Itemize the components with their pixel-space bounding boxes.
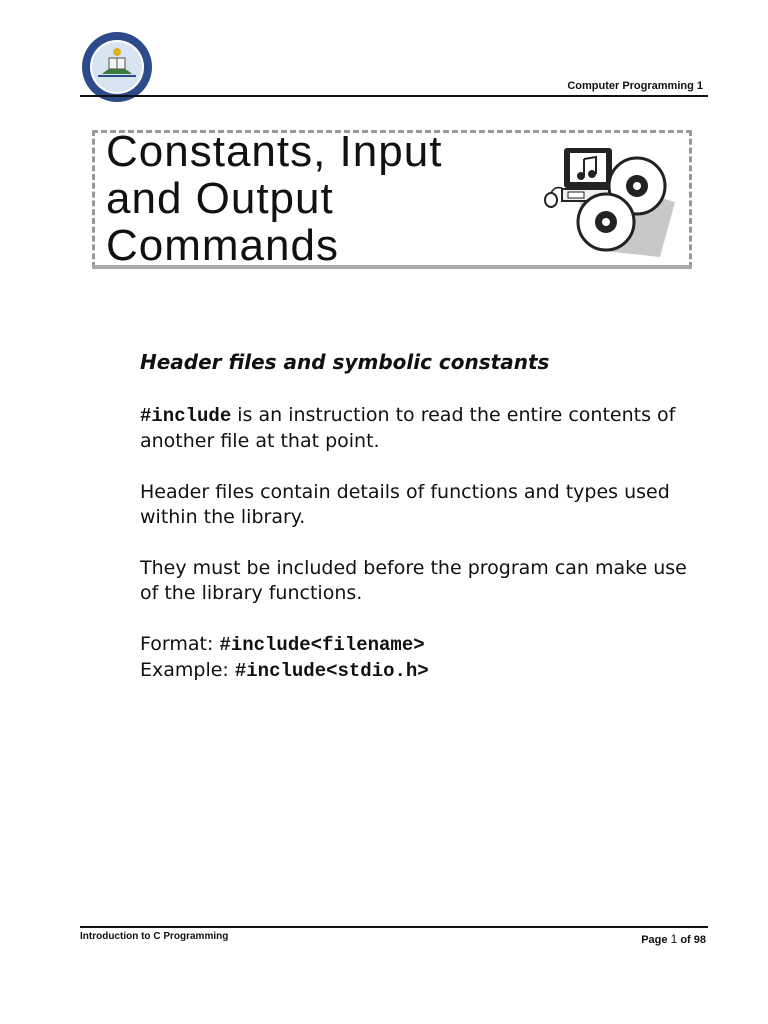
- chapter-title: [106, 128, 442, 269]
- format-example-block: [140, 632, 700, 684]
- computer-with-discs-icon: [540, 142, 675, 257]
- page-content: [140, 350, 700, 710]
- paragraph-must-include: They must be included before the program can make use of the library functions.: [140, 557, 687, 604]
- example-label: Example:: [140, 659, 235, 681]
- footer-course-title: Introduction to C Programming: [80, 931, 229, 942]
- format-code: #include<filename>: [219, 634, 425, 656]
- section-heading: Header files and symbolic constants: [140, 350, 550, 374]
- include-description: is an instruction to read the entire contents of another file at that point.: [140, 404, 676, 452]
- footer-rule: [80, 926, 708, 928]
- page-total: of 98: [677, 934, 706, 946]
- chapter-title-line-1: Constants, Input: [106, 127, 443, 176]
- page-indicator: [641, 932, 706, 946]
- paragraph-include: [140, 403, 700, 454]
- header-rule: [80, 95, 708, 97]
- page-label: Page: [641, 934, 671, 946]
- example-line: [140, 658, 700, 684]
- paragraph-header-files: Header files contain details of functions and types used within the library.: [140, 481, 670, 528]
- college-seal-icon: [80, 30, 154, 104]
- running-header: Computer Programming 1: [567, 80, 703, 92]
- chapter-title-line-2: and Output: [106, 174, 334, 223]
- page-number: 1: [670, 932, 678, 946]
- example-code: #include<stdio.h>: [234, 660, 429, 682]
- format-label: Format:: [140, 633, 220, 655]
- format-line: [140, 632, 700, 658]
- include-keyword: #include: [140, 405, 232, 427]
- chapter-title-line-3: Commands: [106, 221, 339, 270]
